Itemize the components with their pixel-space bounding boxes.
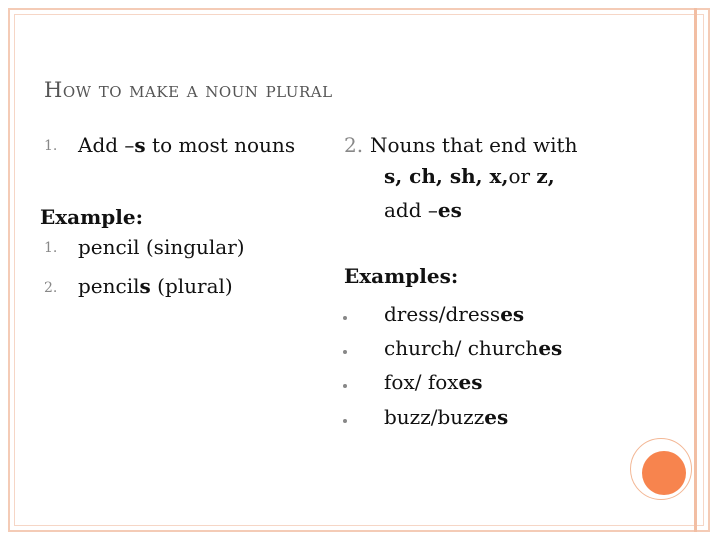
slide-title: How to make a noun plural bbox=[44, 78, 333, 102]
bullet-icon bbox=[343, 419, 347, 423]
rule-number: 2. bbox=[344, 133, 364, 157]
rule-text-prefix: Add – bbox=[78, 133, 135, 157]
rule-endings: z, bbox=[536, 164, 555, 188]
list-item-suffix: es bbox=[538, 336, 563, 360]
example-item-base: pencil bbox=[78, 274, 140, 298]
list-item-base: church/ church bbox=[384, 336, 539, 360]
bullet-icon bbox=[343, 350, 347, 354]
list-item bbox=[384, 405, 508, 429]
list-item-suffix: es bbox=[458, 370, 483, 394]
list-item-suffix: es bbox=[484, 405, 509, 429]
rule-number: 1. bbox=[44, 138, 58, 154]
example-item-suffix: s bbox=[139, 274, 151, 298]
rule-text-rest: to most nouns bbox=[145, 133, 296, 157]
examples-heading-label: Examples: bbox=[344, 264, 459, 288]
decorative-circle-fill bbox=[642, 451, 686, 495]
rule-text-prefix: add – bbox=[384, 198, 438, 222]
rule-text-suffix: es bbox=[437, 198, 462, 222]
bullet-icon bbox=[343, 316, 347, 320]
example-item-rest: (plural) bbox=[150, 274, 233, 298]
slide-border-right-accent bbox=[694, 8, 697, 532]
example-number: 1. bbox=[44, 240, 58, 256]
list-item bbox=[384, 336, 562, 360]
example-item bbox=[78, 274, 233, 298]
example-heading bbox=[40, 205, 143, 229]
list-item bbox=[384, 302, 524, 326]
rule-text-line: Nouns that end with bbox=[370, 133, 578, 157]
list-item bbox=[384, 370, 483, 394]
list-item-base: buzz/buzz bbox=[384, 405, 485, 429]
list-item-suffix: es bbox=[500, 302, 525, 326]
list-item-base: fox/ fox bbox=[384, 370, 459, 394]
rule-text-suffix: s bbox=[134, 133, 146, 157]
example-heading-label: Example: bbox=[40, 205, 143, 229]
rule-text bbox=[78, 133, 295, 157]
example-number: 2. bbox=[44, 280, 58, 296]
example-item: pencil (singular) bbox=[78, 235, 245, 259]
rule-text-line bbox=[384, 164, 555, 188]
examples-heading bbox=[344, 264, 458, 288]
rule-endings: s, ch, sh, x, bbox=[384, 164, 509, 188]
rule-text-line bbox=[384, 198, 462, 222]
rule-conjunction: or bbox=[508, 164, 531, 188]
bullet-icon bbox=[343, 384, 347, 388]
list-item-base: dress/dress bbox=[384, 302, 501, 326]
